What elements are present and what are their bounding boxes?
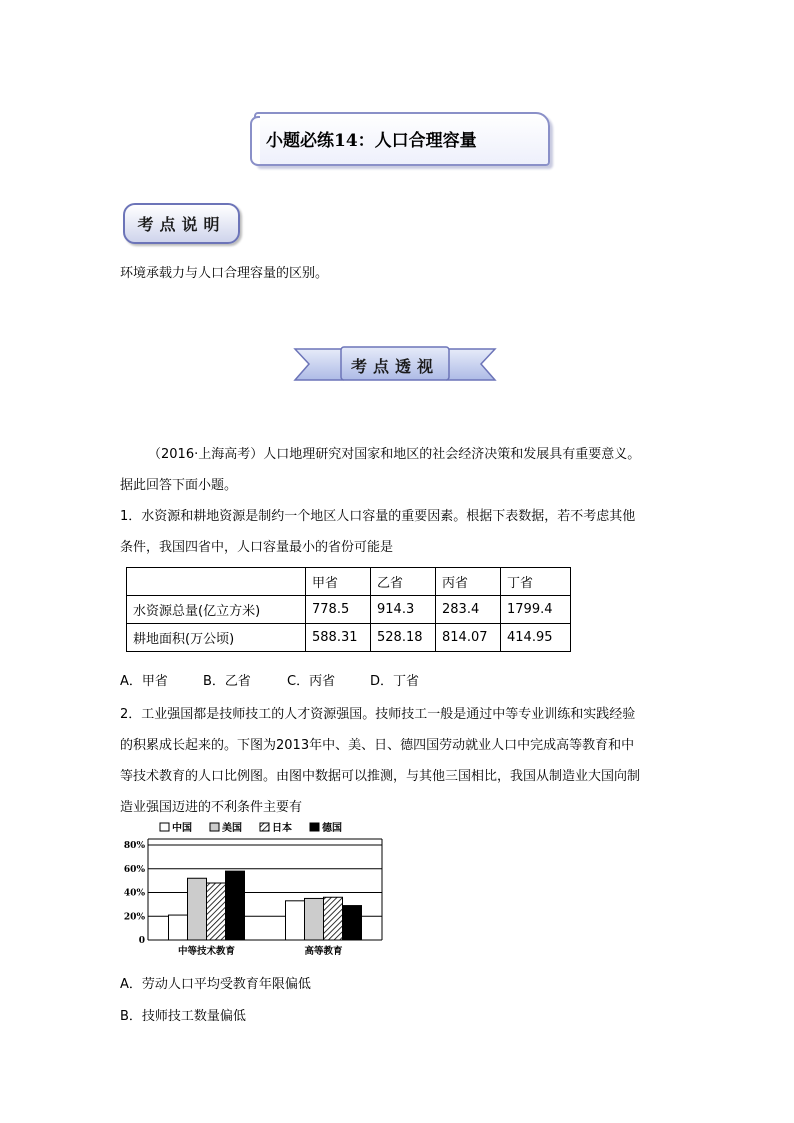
y-tick-label: 40% — [123, 888, 145, 899]
table-cell: 528.18 — [371, 624, 436, 652]
table-cell: 814.07 — [436, 624, 501, 652]
q2-option-b: B．技师技工数量偏低 — [120, 1009, 246, 1024]
table-header-cell: 甲省 — [306, 568, 371, 596]
page-title: 小题必练14：人口合理容量 — [266, 131, 477, 151]
table-cell: 283.4 — [436, 596, 501, 624]
table-header-cell: 丁省 — [501, 568, 571, 596]
intro-line-1: （2016·上海高考）人口地理研究对国家和地区的社会经济决策和发展具有重要意义。 — [148, 447, 641, 462]
intro-line-2: 据此回答下面小题。 — [120, 478, 238, 493]
education-chart-svg — [116, 818, 396, 960]
table-header-cell: 乙省 — [371, 568, 436, 596]
q1-option-a: A．甲省 — [120, 674, 168, 689]
bar — [226, 871, 245, 940]
q1-line-1: 1．水资源和耕地资源是制约一个地区人口容量的重要因素。根据下表数据，若不考虑其他 — [120, 509, 636, 524]
x-tick-label: 高等教育 — [304, 946, 343, 957]
bar — [169, 915, 188, 940]
x-tick-label: 中等技术教育 — [177, 946, 236, 957]
legend-swatch — [210, 823, 219, 831]
q1-line-2: 条件，我国四省中，人口容量最小的省份可能是 — [120, 540, 394, 555]
table-cell: 778.5 — [306, 596, 371, 624]
y-tick-label: 0 — [138, 936, 145, 946]
q2-line-1: 2．工业强国都是技师技工的人才资源强国。技师技工一般是通过中等专业训练和实践经验 — [120, 707, 636, 722]
q2-line-2: 的积累成长起来的。下图为2013年中、美、日、德四国劳动就业人口中完成高等教育和中 — [120, 738, 635, 753]
q2-line-3: 等技术教育的人口比例图。由图中数据可以推测，与其他三国相比，我国从制造业大国向制 — [120, 769, 641, 784]
table-row — [127, 624, 571, 652]
table-cell: 耕地面积(万公顷) — [127, 624, 306, 652]
table-header-row — [127, 568, 571, 596]
y-tick-label: 80% — [123, 841, 145, 851]
bar — [188, 878, 207, 940]
q2-line-4: 造业强国迈进的不利条件主要有 — [120, 800, 303, 815]
legend-label: 美国 — [222, 823, 242, 834]
table-header-cell — [127, 568, 306, 596]
legend-swatch — [260, 823, 269, 831]
table-header-cell: 丙省 — [436, 568, 501, 596]
resource-table — [126, 567, 571, 652]
bar — [343, 906, 362, 940]
legend-swatch — [160, 823, 169, 831]
bar — [324, 897, 343, 940]
education-chart — [116, 818, 396, 964]
title-banner — [254, 112, 550, 166]
bar — [305, 898, 324, 940]
table-cell: 914.3 — [371, 596, 436, 624]
table-row — [127, 596, 571, 624]
y-tick-label: 60% — [123, 864, 145, 875]
explanation-text: 环境承载力与人口合理容量的区别。 — [120, 266, 329, 281]
section-ribbon-label: 考点透视 — [350, 357, 439, 376]
q1-option-d: D．丁省 — [370, 674, 420, 689]
table-cell: 588.31 — [306, 624, 371, 652]
q1-option-c: C．丙省 — [287, 674, 336, 689]
section-badge-explanation — [123, 203, 240, 244]
bar — [286, 901, 305, 940]
table-cell: 水资源总量(亿立方米) — [127, 596, 306, 624]
q2-option-a: A．劳动人口平均受教育年限偏低 — [120, 977, 311, 992]
table-cell: 1799.4 — [501, 596, 571, 624]
legend-label: 日本 — [272, 823, 292, 834]
legend-swatch — [310, 823, 319, 831]
section-ribbon-insight — [293, 346, 497, 384]
section-badge-label: 考点说明 — [137, 215, 226, 234]
y-tick-label: 20% — [123, 912, 145, 923]
legend-label: 中国 — [172, 823, 192, 834]
table-cell: 414.95 — [501, 624, 571, 652]
legend-label: 德国 — [322, 823, 342, 834]
bar — [207, 883, 226, 940]
q1-option-b: B．乙省 — [203, 674, 251, 689]
